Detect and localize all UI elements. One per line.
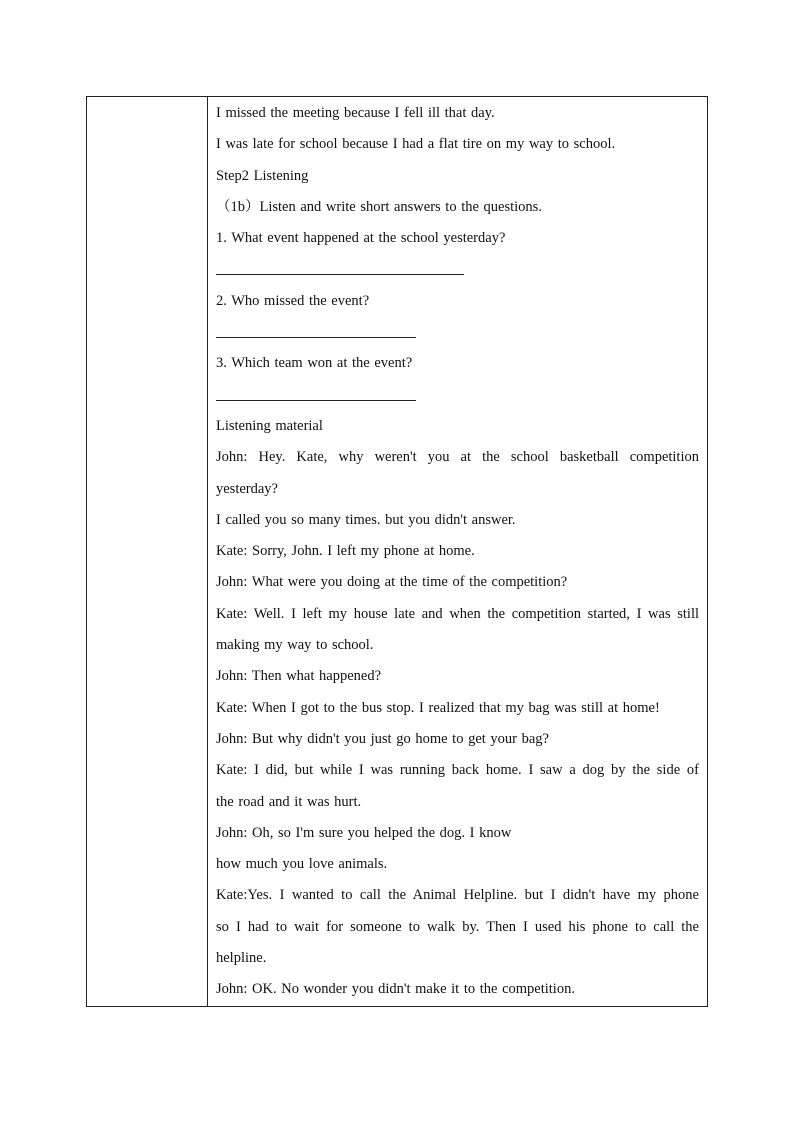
dialogue-line: Kate: When I got to the bus stop. I realized that my bag was still at home! <box>216 699 660 716</box>
dialogue-line: making my way to school. <box>216 637 374 654</box>
listening-material-heading: Listening material <box>216 417 323 434</box>
section-heading-listening: Step2 Listening <box>216 167 309 184</box>
answer-blank-2[interactable] <box>216 317 699 348</box>
text-line-missed-meeting: I missed the meeting because I fell ill that day. <box>216 105 495 121</box>
answer-blank-1[interactable] <box>216 254 699 285</box>
dialogue-line: John: Hey. Kate, why weren't you at the school basketball competition <box>216 449 699 466</box>
text-line-late-school: I was late for school because I had a flat tire on my way to school. <box>216 136 616 153</box>
dialogue-line: John: But why didn't you just go home to get your bag? <box>216 730 549 747</box>
answer-line-2 <box>216 317 416 338</box>
dialogue-line: I called you so many times. but you didn't answer. <box>216 511 516 528</box>
dialogue-line: how much you love animals. <box>216 856 388 873</box>
dialogue-line: Kate: Well. I left my house late and when the competition started, I was still <box>216 605 699 622</box>
question-2: 2. Who missed the event? <box>216 292 370 309</box>
dialogue-line: Kate: Sorry, John. I left my phone at home. <box>216 543 475 560</box>
answer-line-1 <box>216 254 464 275</box>
dialogue-line: Kate:Yes. I wanted to call the Animal Helpline. but I didn't have my phone <box>216 887 699 904</box>
instruction-1b: （1b）Listen and write short answers to the questions. <box>216 198 542 215</box>
dialogue-line: John: Then what happened? <box>216 668 382 685</box>
question-1: 1. What event happened at the school yesterday? <box>216 230 506 247</box>
dialogue-line: Kate: I did, but while I was running back home. I saw a dog by the side of <box>216 762 699 779</box>
answer-blank-3[interactable] <box>216 380 699 411</box>
dialogue-line: so I had to wait for someone to walk by. Then I used his phone to call the <box>216 918 699 935</box>
dialogue-line: John: Oh, so I'm sure you helped the dog. I know <box>216 824 512 841</box>
dialogue-line: yesterday? <box>216 480 278 497</box>
dialogue-line: helpline. <box>216 950 267 967</box>
dialogue-line: the road and it was hurt. <box>216 793 362 810</box>
answer-line-3 <box>216 380 416 401</box>
question-3: 3. Which team won at the event? <box>216 355 413 372</box>
dialogue-line: John: What were you doing at the time of the competition? <box>216 574 568 591</box>
left-column-cell <box>87 97 208 1006</box>
lesson-table <box>86 96 708 1007</box>
dialogue-line: John: OK. No wonder you didn't make it to the competition. <box>216 981 575 998</box>
content-cell <box>208 97 707 1006</box>
